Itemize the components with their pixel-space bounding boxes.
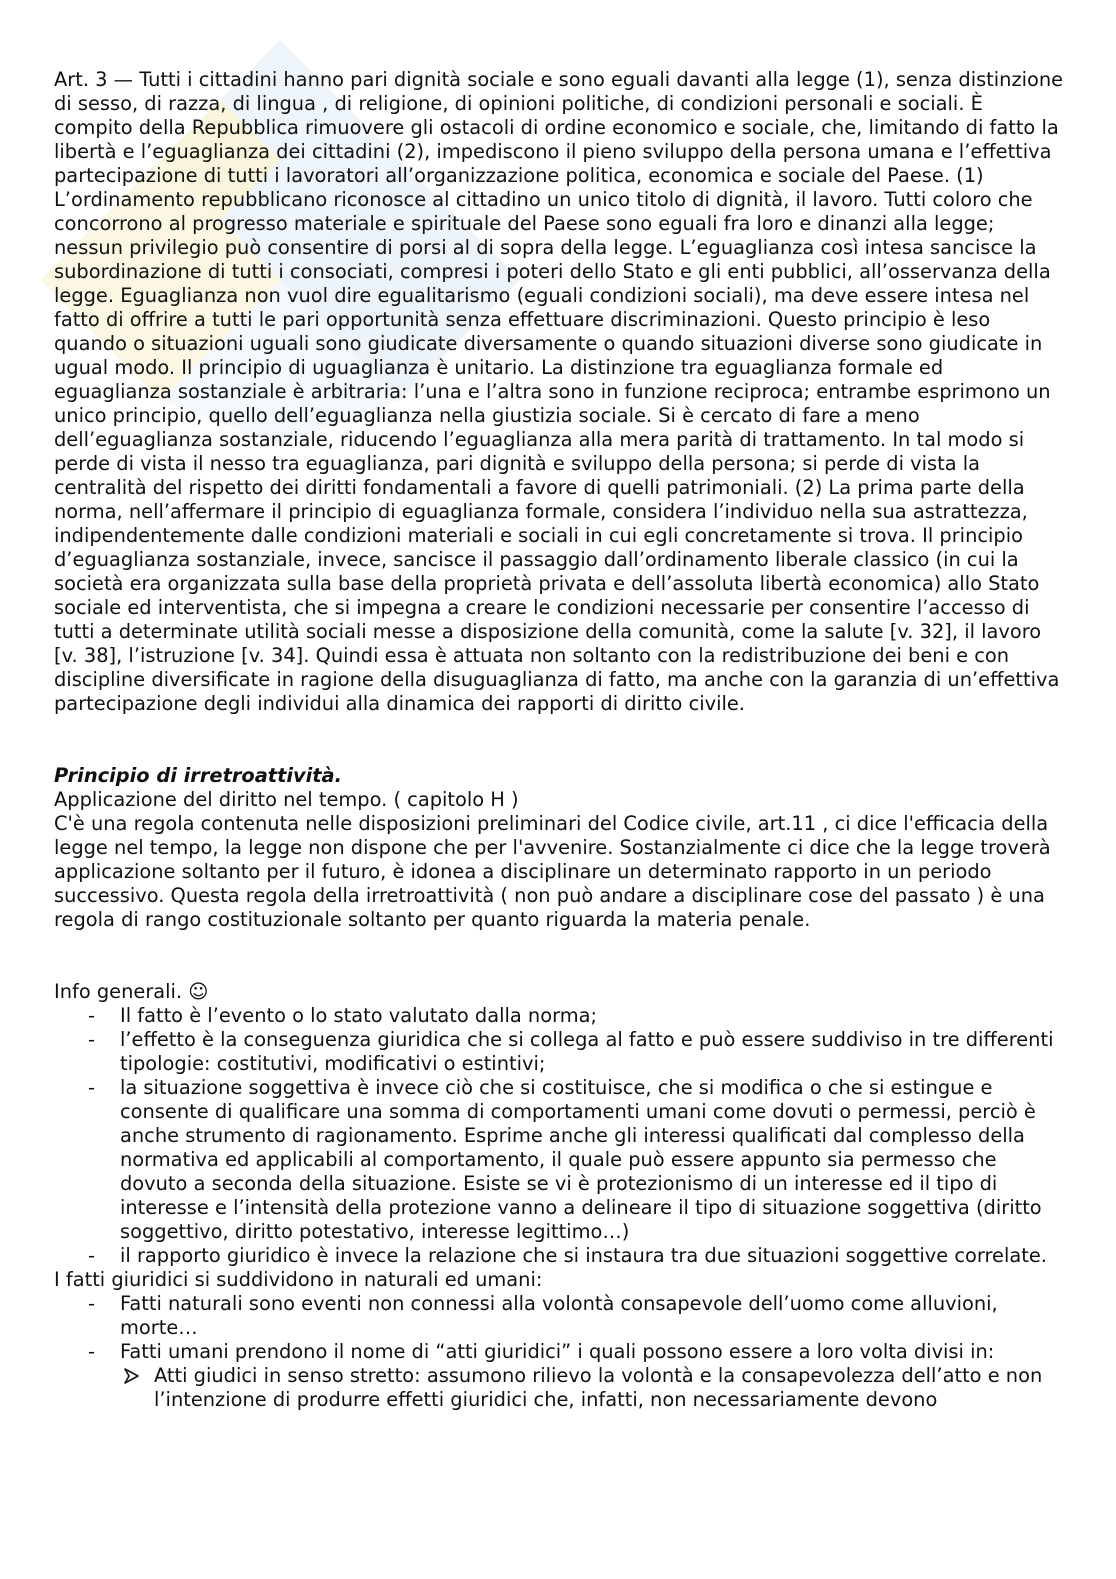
irretroattivita-subtitle: Applicazione del diritto nel tempo. ( capitolo H ) bbox=[54, 788, 519, 811]
info-heading bbox=[54, 980, 1064, 1004]
arrow-bullet-icon bbox=[122, 1364, 142, 1388]
irretroattivita-title: Principio di irretroattività. bbox=[54, 764, 342, 787]
spacer bbox=[54, 932, 1064, 980]
irretroattivita-paragraph: C'è una regola contenuta nelle disposizioni preliminari del Codice civile, art.11 , ci dice l'efficacia della legge nel tempo, la legge non dispone che per l'avvenire. Sostanzialmente ci dice che la legge troverà applicazione soltanto per il futuro, è idonea a disciplinare un determinato rapporto in un periodo successivo. Questa regola della irretroattività ( non può andare a disciplinare cose del passato ) è una regola di rango costituzionale soltanto per quanto riguarda la materia penale. bbox=[54, 812, 1051, 931]
list-item: - la situazione soggettiva è invece ciò che si costituisce, che si modifica o che si estingue e consente di qualificare una somma di comportamenti umani come dovuti o permessi, perciò è anche strumento di ragionamento. Esprime anche gli interessi qualificati dal complesso della normativa ed applicabili al comportamento, il quale può essere appunto sia permesso che dovuto a seconda della situazione. Esiste se vi è protezionismo di un interesse ed il tipo di interesse e l’intensità della protezione vanno a delineare il tipo di situazione soggettiva (diritto soggettivo, diritto potestativo, interesse legittimo…) bbox=[120, 1076, 1064, 1244]
document-page bbox=[54, 68, 1064, 1412]
list-item: - Fatti naturali sono eventi non connessi alla volontà consapevole dell’uomo come alluvioni, morte… bbox=[120, 1292, 1064, 1340]
list-item bbox=[120, 1340, 1064, 1412]
list-item: - Il fatto è l’evento o lo stato valutato dalla norma; bbox=[120, 1004, 1064, 1028]
fatti-intro: I fatti giuridici si suddividono in naturali ed umani: bbox=[54, 1268, 543, 1291]
article-3-paragraph: Art. 3 — Tutti i cittadini hanno pari dignità sociale e sono eguali davanti alla legge (1), senza distinzione di sesso, di razza, di lingua , di religione, di opinioni politiche, di condizioni personali e sociali. È compito della Repubblica rimuovere gli ostacoli di ordine economico e sociale, che, limitando di fatto la libertà e l’eguaglianza dei cittadini (2), impediscono il pieno sviluppo della persona umana e l’effettiva partecipazione di tutti i lavoratori all’organizzazione politica, economica e sociale del Paese. (1) L’ordinamento repubblicano riconosce al cittadino un unico titolo di dignità, il lavoro. Tutti coloro che concorrono al progresso materiale e spirituale del Paese sono eguali fra loro e dinanzi alla legge; nessun privilegio può consentire di porsi al di sopra della legge. L’eguaglianza così intesa sancisce la subordinazione di tutti i consociati, compresi i poteri dello Stato e gli enti pubblici, all’osservanza della legge. Eguaglianza non vuol dire egualitarismo (eguali condizioni sociali), ma deve essere intesa nel fatto di offrire a tutti le pari opportunità senza effettuare discriminazioni. Questo principio è leso quando o situazioni uguali sono giudicate diversamente o quando situazioni diverse sono giudicate in ugual modo. Il principio di uguaglianza è unitario. La distinzione tra eguaglianza formale ed eguaglianza sostanziale è arbitraria: l’una e l’altra sono in funzione reciproca; entrambe esprimono un unico principio, quello dell’eguaglianza nella giustizia sociale. Si è cercato di fare a meno dell’eguaglianza sostanziale, riducendo l’eguaglianza alla mera parità di trattamento. In tal modo si perde di vista il nesso tra eguaglianza, pari dignità e sviluppo della persona; si perde di vista la centralità del rispetto dei diritti fondamentali a favore di quelli patrimoniali. (2) La prima parte della norma, nell’affermare il principio di eguaglianza formale, considera l’individuo nella sua astrattezza, indipendentemente dalle condizioni materiali e sociali in cui egli concretamente si trova. Il principio d’eguaglianza sostanziale, invece, sancisce il passaggio dall’ordinamento liberale classico (in cui la società era organizzata sulla base della proprietà privata e dell’assoluta libertà economica) allo Stato sociale ed interventista, che si impegna a creare le condizioni necessarie per consentire l’accesso di tutti a determinate utilità sociali messe a disposizione della comunità, come la salute [v. 32], il lavoro [v. 38], l’istruzione [v. 34]. Quindi essa è attuata non soltanto con la redistribuzione dei beni e con discipline diversificate in ragione della disuguaglianza di fatto, ma anche con la garanzia di un’effettiva partecipazione degli individui alla dinamica dei rapporti di diritto civile. bbox=[54, 68, 1064, 715]
list-item bbox=[154, 1364, 1064, 1412]
smiley-icon: ☺ bbox=[188, 980, 209, 1003]
list-item-text: Atti giudici in senso stretto: assumono rilievo la volontà e la consapevolezza dell’atto e non l’intenzione di produrre effetti giuridici che, infatti, non necessariamente devono bbox=[154, 1364, 1043, 1411]
spacer bbox=[54, 716, 1064, 764]
fatti-list bbox=[54, 1292, 1064, 1412]
info-heading-text: Info generali. bbox=[54, 980, 189, 1003]
atti-list bbox=[120, 1364, 1064, 1412]
list-item: - il rapporto giuridico è invece la relazione che si instaura tra due situazioni soggettive correlate. bbox=[120, 1244, 1064, 1268]
list-item-text: Fatti umani prendono il nome di “atti giuridici” i quali possono essere a loro volta divisi in: bbox=[120, 1340, 995, 1363]
info-list bbox=[54, 1004, 1064, 1268]
list-item: - l’effetto è la conseguenza giuridica che si collega al fatto e può essere suddiviso in tre differenti tipologie: costitutivi, modificativi o estintivi; bbox=[120, 1028, 1064, 1076]
